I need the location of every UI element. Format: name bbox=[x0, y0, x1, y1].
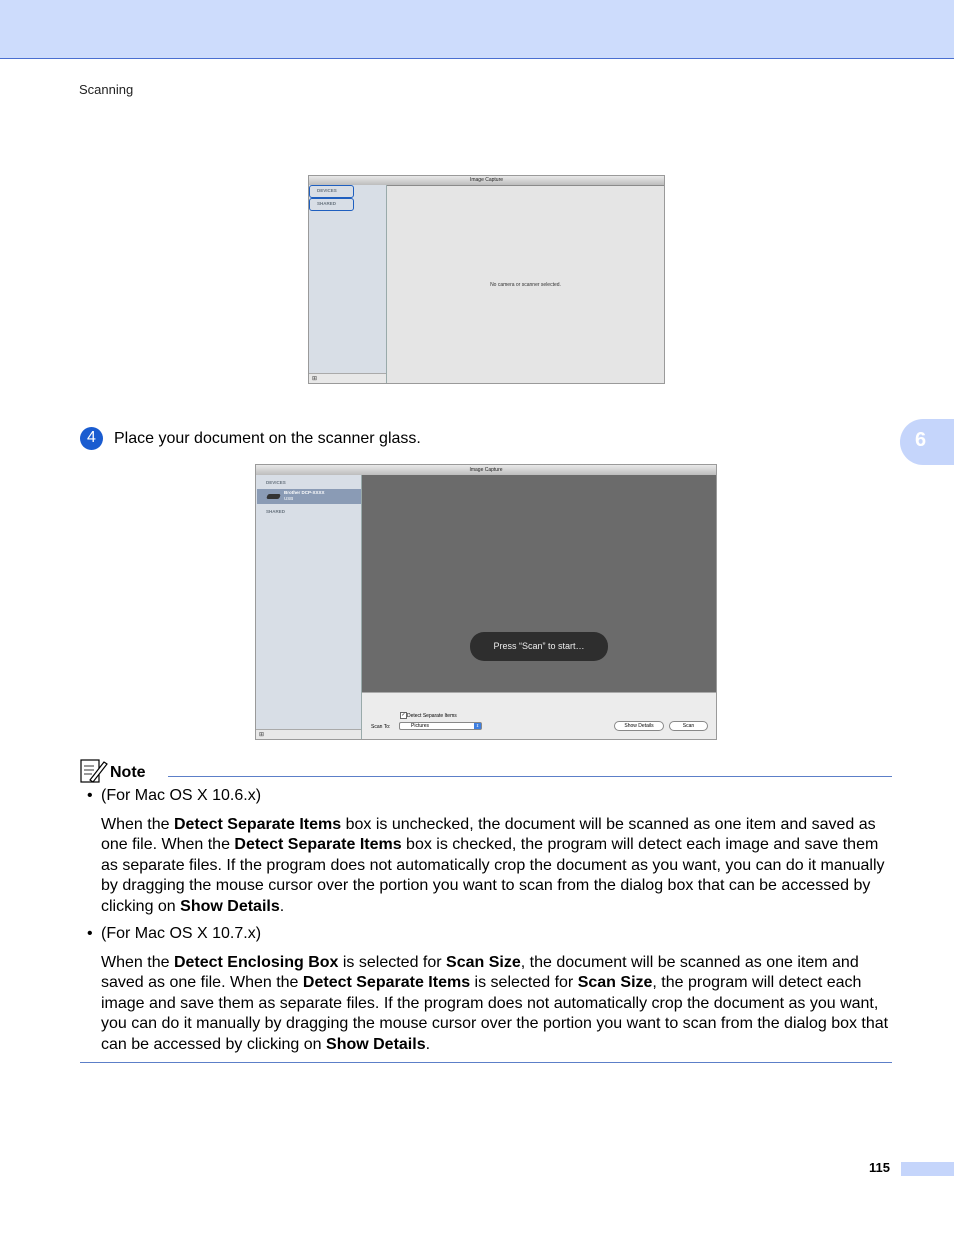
scan-to-select[interactable] bbox=[399, 722, 482, 730]
note-pencil-icon bbox=[80, 758, 108, 785]
scan-button[interactable]: Scan bbox=[669, 721, 708, 731]
note-title: Note bbox=[110, 764, 146, 781]
scan-options-panel bbox=[362, 692, 716, 739]
note-heading-1: (For Mac OS X 10.6.x) bbox=[101, 787, 262, 804]
device-sub: USB bbox=[284, 496, 294, 501]
scan-preview-area bbox=[362, 475, 716, 692]
device-name: Brother DCP-XXXX bbox=[284, 490, 325, 495]
page-number: 115 bbox=[869, 1160, 890, 1175]
scanner-icon bbox=[266, 494, 281, 499]
device-row[interactable] bbox=[257, 489, 361, 504]
note-divider-bottom bbox=[80, 1062, 892, 1063]
window-title: Image Capture bbox=[469, 467, 503, 473]
no-device-message: No camera or scanner selected. bbox=[490, 282, 561, 288]
updown-arrows-icon: ⇕ bbox=[475, 723, 480, 728]
chapter-number: 6 bbox=[915, 429, 927, 451]
page-number-bar bbox=[901, 1162, 954, 1176]
window-sidebar bbox=[309, 185, 387, 383]
window-sidebar bbox=[256, 475, 362, 739]
sidebar-footer bbox=[309, 373, 386, 383]
sidebar-devices[interactable]: DEVICES bbox=[317, 188, 337, 193]
image-capture-window-empty bbox=[308, 175, 665, 384]
add-icon[interactable]: ⊞ bbox=[259, 732, 265, 738]
note-paragraph-1: When the Detect Separate Items box is unchecked, the document will be scanned as one item and saved as one file. When the Detect Separate Items box is checked, the program will detect each image and save them as separate files. If the program does not automatically crop the document as you want, you can do it manually by dragging the mouse cursor over the portion you want to scan from the dialog box that can be accessed by clicking on Show Details. bbox=[101, 816, 885, 915]
press-scan-overlay: Press “Scan” to start… bbox=[470, 632, 608, 661]
note-paragraph-2: When the Detect Enclosing Box is selected for Scan Size, the document will be scanned as one item and saved as one file. When the Detect Separate Items is selected for Scan Size, the program will detect each image and save them as separate files. If the program does not automatically crop the document as you want, you can do it manually by dragging the mouse cursor over the portion you want to scan from the dialog box that can be accessed by clicking on Show Details. bbox=[101, 954, 889, 1053]
scan-to-label: Scan To: bbox=[371, 724, 391, 730]
bullet-1: • bbox=[87, 787, 93, 804]
step-text: Place your document on the scanner glass. bbox=[114, 430, 421, 447]
running-head: Scanning bbox=[79, 82, 134, 97]
sidebar-devices[interactable]: DEVICES bbox=[266, 480, 286, 485]
header-band bbox=[0, 0, 954, 59]
note-divider-top bbox=[168, 776, 892, 777]
step-number-badge: 4 bbox=[80, 427, 103, 450]
chapter-tab bbox=[900, 419, 954, 465]
scan-to-value: Pictures bbox=[411, 723, 430, 729]
show-details-button[interactable]: Show Details bbox=[614, 721, 664, 731]
window-title: Image Capture bbox=[469, 177, 504, 183]
bullet-2: • bbox=[87, 925, 93, 942]
sidebar-shared[interactable]: SHARED bbox=[317, 201, 337, 206]
sidebar-footer bbox=[256, 729, 361, 739]
image-capture-window-scanner bbox=[255, 464, 717, 740]
detect-separate-checkbox[interactable]: ✓ bbox=[401, 712, 406, 718]
detect-separate-label: Detect Separate Items bbox=[407, 713, 457, 719]
note-heading-2: (For Mac OS X 10.7.x) bbox=[101, 925, 262, 942]
sidebar-shared[interactable]: SHARED bbox=[266, 509, 286, 514]
add-icon[interactable]: ⊞ bbox=[312, 376, 318, 382]
